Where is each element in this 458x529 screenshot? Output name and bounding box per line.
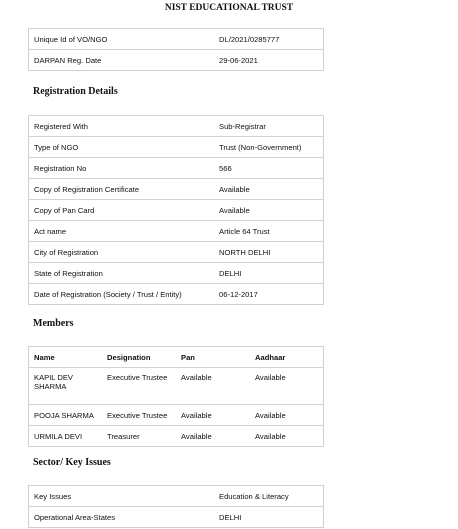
member-aadhaar: Available: [250, 405, 324, 426]
row-label: DARPAN Reg. Date: [29, 50, 215, 71]
row-label: City of Registration: [29, 242, 215, 263]
sector-heading: Sector/ Key Issues: [33, 457, 111, 468]
table-row: [29, 158, 324, 179]
member-designation: Executive Trustee: [102, 405, 176, 426]
table-header-row: [29, 347, 324, 368]
sector-table: [28, 485, 324, 528]
row-value: Article 64 Trust: [214, 221, 324, 242]
col-name: Name: [29, 347, 103, 368]
row-value: Trust (Non-Government): [214, 137, 324, 158]
row-value: Available: [214, 200, 324, 221]
table-row: [29, 507, 324, 528]
row-label: Act name: [29, 221, 215, 242]
table-row: [29, 50, 324, 71]
table-row: [29, 486, 324, 507]
member-aadhaar: Available: [250, 368, 324, 405]
row-value: Education & Literacy: [214, 486, 324, 507]
member-name: URMILA DEVI: [29, 426, 103, 447]
table-row: [29, 200, 324, 221]
row-value: 566: [214, 158, 324, 179]
member-designation: Treasurer: [102, 426, 176, 447]
table-row: [29, 221, 324, 242]
member-pan: Available: [176, 426, 250, 447]
member-aadhaar: Available: [250, 426, 324, 447]
row-value: 06-12-2017: [214, 284, 324, 305]
registration-table: [28, 115, 324, 305]
table-row: [29, 29, 324, 50]
row-label: Registration No: [29, 158, 215, 179]
row-label: Key Issues: [29, 486, 215, 507]
col-designation: Designation: [102, 347, 176, 368]
row-value: DL/2021/0285777: [214, 29, 324, 50]
row-label: Registered With: [29, 116, 215, 137]
table-row: [29, 116, 324, 137]
table-row: [29, 179, 324, 200]
table-row: [29, 284, 324, 305]
members-table: [28, 346, 324, 447]
member-name: KAPIL DEV SHARMA: [29, 368, 103, 405]
row-label: Copy of Pan Card: [29, 200, 215, 221]
table-row: [29, 242, 324, 263]
row-value: NORTH DELHI: [214, 242, 324, 263]
row-label: Date of Registration (Society / Trust / Entity): [29, 284, 215, 305]
registration-heading: Registration Details: [33, 86, 118, 97]
row-value: Available: [214, 179, 324, 200]
row-value: DELHI: [214, 507, 324, 528]
member-designation: Executive Trustee: [102, 368, 176, 405]
row-value: DELHI: [214, 263, 324, 284]
col-pan: Pan: [176, 347, 250, 368]
row-label: Unique Id of VO/NGO: [29, 29, 215, 50]
table-row: [29, 426, 324, 447]
table-row: [29, 137, 324, 158]
members-heading: Members: [33, 318, 74, 329]
member-name: POOJA SHARMA: [29, 405, 103, 426]
table-row: [29, 368, 324, 405]
page-title: NIST EDUCATIONAL TRUST: [164, 3, 294, 13]
table-row: [29, 405, 324, 426]
row-label: Type of NGO: [29, 137, 215, 158]
member-pan: Available: [176, 405, 250, 426]
row-value: Sub-Registrar: [214, 116, 324, 137]
row-label: Operational Area-States: [29, 507, 215, 528]
col-aadhaar: Aadhaar: [250, 347, 324, 368]
member-pan: Available: [176, 368, 250, 405]
row-label: State of Registration: [29, 263, 215, 284]
table-row: [29, 263, 324, 284]
row-label: Copy of Registration Certificate: [29, 179, 215, 200]
row-value: 29-06-2021: [214, 50, 324, 71]
top-info-table: [28, 28, 324, 71]
